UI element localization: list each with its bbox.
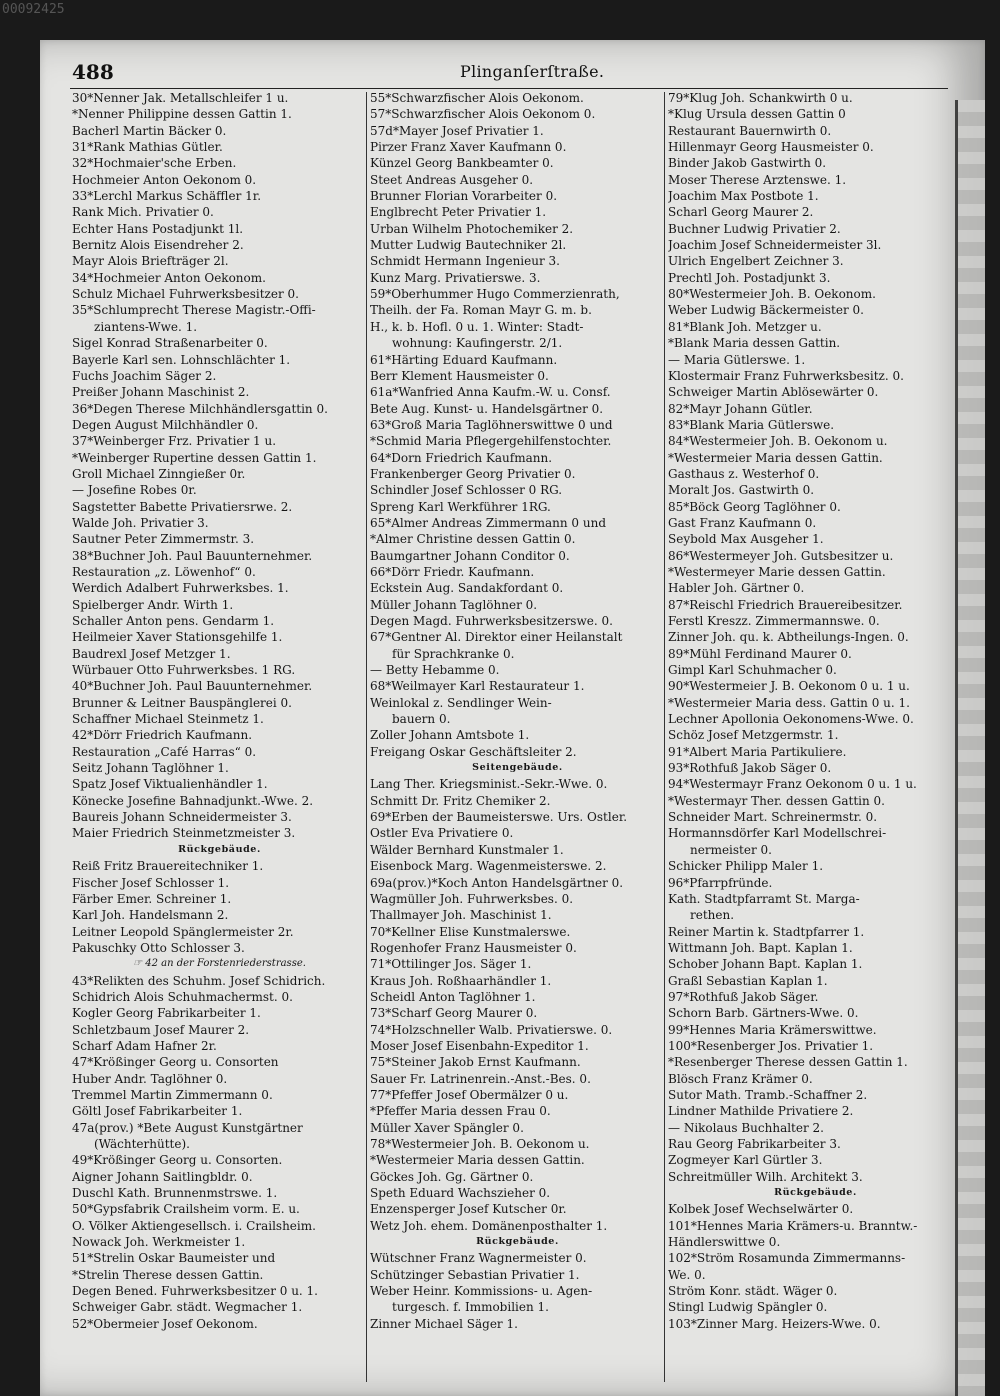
directory-line: Künzel Georg Bankbeamter 0.	[370, 156, 554, 171]
directory-line: Steet Andreas Ausgeher 0.	[370, 172, 534, 187]
directory-line: Göltl Josef Fabrikarbeiter 1.	[72, 1104, 243, 1119]
directory-line: Schützinger Sebastian Privatier 1.	[370, 1267, 580, 1282]
directory-line: Kunz Marg. Privatierswe. 3.	[370, 270, 541, 285]
directory-line: Thallmayer Joh. Maschinist 1.	[370, 908, 552, 923]
directory-line: Bayerle Karl sen. Lohnschlächter 1.	[72, 352, 291, 367]
directory-line: Schmitt Dr. Fritz Chemiker 2.	[370, 793, 551, 808]
directory-line: 89*Mühl Ferdinand Maurer 0.	[668, 646, 852, 661]
directory-line: Moser Josef Eisenbahn-Expeditor 1.	[370, 1038, 589, 1053]
directory-line: nermeister 0.	[690, 842, 772, 857]
directory-line: Wütschner Franz Wagnermeister 0.	[370, 1251, 587, 1266]
directory-line: Schneider Mart. Schreinermstr. 0.	[668, 810, 878, 825]
directory-line: 52*Obermeier Josef Oekonom.	[72, 1316, 258, 1331]
directory-line: Würbauer Otto Fuhrwerksbes. 1 RG.	[72, 663, 296, 678]
directory-line: Schindler Josef Schlosser 0 RG.	[370, 483, 563, 498]
directory-line: Lechner Apollonia Oekonomens-Wwe. 0.	[668, 712, 914, 727]
directory-line: 47*Krößinger Georg u. Consorten	[72, 1055, 279, 1070]
directory-line: Nowack Joh. Werkmeister 1.	[72, 1235, 246, 1250]
directory-line: 83*Blank Maria Gütlerswe.	[668, 417, 835, 432]
directory-line: 81*Blank Joh. Metzger u.	[668, 319, 822, 334]
directory-line: 86*Westermeyer Joh. Gutsbesitzer u.	[668, 548, 894, 563]
directory-line: Scharf Adam Hafner 2r.	[72, 1038, 217, 1053]
directory-line: Weinlokal z. Sendlinger Wein-	[370, 695, 552, 710]
directory-line: Rogenhofer Franz Hausmeister 0.	[370, 940, 577, 955]
directory-line: Hochmeier Anton Oekonom 0.	[72, 172, 257, 187]
directory-line: 47a(prov.) *Bete August Kunstgärtner	[72, 1120, 303, 1135]
directory-line: Eisenbock Marg. Wagenmeisterswe. 2.	[370, 859, 607, 874]
directory-line: Brunner Florian Vorarbeiter 0.	[370, 189, 558, 204]
directory-line: Maier Friedrich Steinmetzmeister 3.	[72, 826, 296, 841]
directory-line: 61*Härting Eduard Kaufmann.	[370, 352, 558, 367]
directory-line: Schletzbaum Josef Maurer 2.	[72, 1022, 250, 1037]
directory-line: Speth Eduard Wachszieher 0.	[370, 1186, 551, 1201]
directory-line: (Wächterhütte).	[94, 1137, 190, 1151]
column-divider-1	[366, 92, 367, 1382]
directory-line: Schober Johann Bapt. Kaplan 1.	[668, 957, 863, 972]
directory-line: Weber Ludwig Bäckermeister 0.	[668, 303, 864, 318]
page-number: 488	[72, 60, 114, 84]
directory-line: Urban Wilhelm Photochemiker 2.	[370, 221, 574, 236]
directory-line: — Maria Gütlerswe. 1.	[668, 352, 806, 367]
column-left	[72, 90, 367, 1332]
directory-line: Schweiger Martin Ablösewärter 0.	[668, 385, 879, 400]
directory-line: 103*Zinner Marg. Heizers-Wwe. 0.	[668, 1316, 881, 1331]
directory-line: Kath. Stadtpfarramt St. Marga-	[668, 891, 860, 906]
directory-line: 65*Almer Andreas Zimmermann 0 und	[370, 515, 607, 530]
directory-line: 77*Pfeffer Josef Obermälzer 0 u.	[370, 1087, 569, 1102]
directory-line: Joachim Josef Schneidermeister 3l.	[668, 238, 882, 253]
directory-line: 33*Lerchl Markus Schäffler 1r.	[72, 189, 262, 204]
directory-line: Graßl Sebastian Kaplan 1.	[668, 973, 828, 988]
directory-line: Habler Joh. Gärtner 0.	[668, 581, 805, 596]
directory-line: Hillenmayr Georg Hausmeister 0.	[668, 140, 874, 155]
directory-line: Ström Konr. städt. Wäger 0.	[668, 1284, 838, 1299]
scan-id-label: 00092425	[2, 2, 65, 17]
directory-line: Wittmann Joh. Bapt. Kaplan 1.	[668, 940, 853, 955]
directory-line: 43*Relikten des Schuhm. Josef Schidrich.	[72, 973, 326, 988]
directory-line: 59*Oberhummer Hugo Commerzienrath,	[370, 287, 620, 302]
directory-line: 100*Resenberger Jos. Privatier 1.	[668, 1038, 874, 1053]
directory-line: 57*Schwarzfischer Alois Oekonom 0.	[370, 107, 596, 122]
directory-line: Restauration „Café Harras“ 0.	[72, 744, 257, 759]
directory-page	[40, 40, 985, 1396]
directory-line: *Westermeyer Marie dessen Gattin.	[668, 564, 886, 579]
directory-line: Echter Hans Postadjunkt 1l.	[72, 221, 244, 236]
directory-line: turgesch. f. Immobilien 1.	[392, 1300, 549, 1315]
directory-line: 70*Kellner Elise Kunstmalerswe.	[370, 924, 571, 939]
directory-line: 57d*Mayer Josef Privatier 1.	[370, 123, 544, 138]
directory-line: Baudrexl Josef Metzger 1.	[72, 646, 231, 661]
directory-line: Fuchs Joachim Säger 2.	[72, 368, 217, 383]
directory-line: 55*Schwarzfischer Alois Oekonom.	[370, 91, 584, 105]
directory-line: 49*Krößinger Georg u. Consorten.	[72, 1153, 283, 1168]
directory-line: 31*Rank Mathias Gütler.	[72, 140, 223, 155]
directory-line: wohnung: Kaufingerstr. 2/1.	[392, 336, 563, 351]
directory-line: ☞ 42 an der Forstenriederstrasse.	[133, 958, 306, 970]
directory-line: Walde Joh. Privatier 3.	[72, 515, 209, 530]
directory-line: *Weinberger Rupertine dessen Gattin 1.	[72, 450, 317, 465]
directory-line: Degen August Milchhändler 0.	[72, 417, 259, 432]
directory-line: 68*Weilmayer Karl Restaurateur 1.	[370, 679, 585, 694]
directory-line: 67*Gentner Al. Direktor einer Heilanstalt	[370, 630, 623, 645]
directory-line: Rückgebäude.	[476, 1236, 559, 1248]
directory-line: 102*Ström Rosamunda Zimmermanns-	[668, 1251, 906, 1266]
directory-line: Könecke Josefine Bahnadjunkt.-Wwe. 2.	[72, 793, 314, 808]
directory-line: 93*Rothfuß Jakob Säger 0.	[668, 761, 832, 776]
directory-line: rethen.	[690, 908, 735, 923]
directory-line: 69*Erben der Baumeisterswe. Urs. Ostler.	[370, 810, 628, 825]
directory-line: Wagmüller Joh. Fuhrwerksbes. 0.	[370, 891, 574, 906]
directory-line: Tremmel Martin Zimmermann 0.	[72, 1087, 273, 1102]
directory-line: Mayr Alois Briefträger 2l.	[72, 254, 229, 269]
directory-line: *Pfeffer Maria dessen Frau 0.	[370, 1104, 551, 1119]
directory-line: Binder Jakob Gastwirth 0.	[668, 156, 827, 171]
directory-line: Wetz Joh. ehem. Domänenposthalter 1.	[370, 1218, 608, 1233]
directory-line: Müller Xaver Spängler 0.	[370, 1120, 524, 1135]
directory-line: Freigang Oskar Geschäftsleiter 2.	[370, 744, 577, 759]
directory-line: *Almer Christine dessen Gattin 0.	[370, 532, 576, 547]
directory-line: 94*Westermayr Franz Oekonom 0 u. 1 u.	[668, 777, 917, 792]
column-divider-2	[664, 92, 665, 1382]
directory-line: Scharl Georg Maurer 2.	[668, 205, 814, 220]
directory-line: Schorn Barb. Gärtners-Wwe. 0.	[668, 1006, 859, 1021]
running-head-street: Plinganſerſtraße.	[460, 62, 605, 81]
directory-line: 69a(prov.)*Koch Anton Handelsgärtner 0.	[370, 875, 624, 890]
directory-line: *Blank Maria dessen Gattin.	[668, 336, 841, 351]
directory-line: Schicker Philipp Maler 1.	[668, 859, 824, 874]
directory-line: — Josefine Robes 0r.	[72, 483, 197, 498]
directory-line: Reiß Fritz Brauereitechniker 1.	[72, 859, 264, 874]
directory-line: 84*Westermeier Joh. B. Oekonom u.	[668, 434, 888, 449]
directory-line: 90*Westermeier J. B. Oekonom 0 u. 1 u.	[668, 679, 910, 694]
directory-line: Lang Ther. Kriegsminist.-Sekr.-Wwe. 0.	[370, 777, 608, 792]
directory-line: — Betty Hebamme 0.	[370, 663, 500, 678]
directory-line: Sagstetter Babette Privatiersrwe. 2.	[72, 499, 293, 514]
directory-line: bauern 0.	[392, 712, 451, 727]
directory-line: Huber Andr. Taglöhner 0.	[72, 1071, 228, 1086]
directory-line: Englbrecht Peter Privatier 1.	[370, 205, 547, 220]
directory-line: Gast Franz Kaufmann 0.	[668, 515, 817, 530]
directory-line: Baumgartner Johann Conditor 0.	[370, 548, 570, 563]
directory-line: *Westermeier Maria dess. Gattin 0 u. 1.	[668, 695, 910, 710]
directory-line: Gimpl Karl Schuhmacher 0.	[668, 663, 837, 678]
directory-line: Baureis Johann Schneidermeister 3.	[72, 810, 292, 825]
directory-line: Pirzer Franz Xaver Kaufmann 0.	[370, 140, 567, 155]
directory-line: Eckstein Aug. Sandakfordant 0.	[370, 581, 564, 596]
directory-line: Stingl Ludwig Spängler 0.	[668, 1300, 828, 1315]
directory-line: Schöz Josef Metzgermstr. 1.	[668, 728, 839, 743]
directory-line: 35*Schlumprecht Therese Magistr.-Offi-	[72, 303, 316, 318]
directory-line: 73*Scharf Georg Maurer 0.	[370, 1006, 538, 1021]
directory-line: Hormannsdörfer Karl Modellschrei-	[668, 826, 887, 841]
directory-line: Bernitz Alois Eisendreher 2.	[72, 238, 244, 253]
directory-line: Gasthaus z. Westerhof 0.	[668, 466, 820, 481]
directory-line: *Strelin Therese dessen Gattin.	[72, 1267, 264, 1282]
directory-line: *Schmid Maria Pflegergehilfenstochter.	[370, 434, 612, 449]
directory-line: Theilh. der Fa. Roman Mayr G. m. b.	[370, 303, 592, 318]
directory-line: 42*Dörr Friedrich Kaufmann.	[72, 728, 253, 743]
directory-line: *Nenner Philippine dessen Gattin 1.	[72, 107, 292, 122]
directory-line: 75*Steiner Jakob Ernst Kaufmann.	[370, 1055, 581, 1070]
directory-line: Händlerswittwe 0.	[668, 1235, 781, 1250]
directory-line: 99*Hennes Maria Krämerswittwe.	[668, 1022, 877, 1037]
directory-line: Schulz Michael Fuhrwerksbesitzer 0.	[72, 287, 299, 302]
directory-line: Heilmeier Xaver Stationsgehilfe 1.	[72, 630, 283, 645]
directory-line: Mutter Ludwig Bautechniker 2l.	[370, 238, 567, 253]
directory-line: Sutor Math. Tramb.-Schaffner 2.	[668, 1087, 868, 1102]
next-page-edge	[955, 100, 985, 1396]
directory-line: 82*Mayr Johann Gütler.	[668, 401, 813, 416]
directory-line: *Klug Ursula dessen Gattin 0	[668, 107, 846, 122]
column-middle	[370, 90, 665, 1332]
directory-line: Joachim Max Postbote 1.	[668, 189, 819, 204]
directory-line: Göckes Joh. Gg. Gärtner 0.	[370, 1169, 534, 1184]
directory-line: Zogmeyer Karl Gürtler 3.	[668, 1153, 823, 1168]
directory-line: Schaller Anton pens. Gendarm 1.	[72, 614, 275, 628]
directory-line: 97*Rothfuß Jakob Säger.	[668, 989, 819, 1004]
directory-line: 36*Degen Therese Milchhändlersgattin 0.	[72, 401, 328, 416]
directory-line: Rückgebäude.	[774, 1187, 857, 1199]
directory-line: Preißer Johann Maschinist 2.	[72, 385, 250, 400]
directory-line: Frankenberger Georg Privatier 0.	[370, 466, 576, 481]
directory-line: Sigel Konrad Straßenarbeiter 0.	[72, 336, 268, 351]
directory-line: 85*Böck Georg Taglöhner 0.	[668, 499, 841, 514]
directory-line: 64*Dorn Friedrich Kaufmann.	[370, 450, 553, 465]
directory-line: Zinner Joh. qu. k. Abtheilungs-Ingen. 0.	[668, 630, 909, 645]
directory-line: Spatz Josef Viktualienhändler 1.	[72, 777, 268, 792]
directory-line: Restauration „z. Löwenhof“ 0.	[72, 564, 256, 579]
directory-line: 101*Hennes Maria Krämers-u. Branntw.-	[668, 1218, 918, 1233]
directory-line: 91*Albert Maria Partikuliere.	[668, 744, 847, 759]
directory-line: Wälder Bernhard Kunstmaler 1.	[370, 842, 564, 857]
directory-line: We. 0.	[668, 1267, 706, 1282]
directory-line: *Resenberger Therese dessen Gattin 1.	[668, 1055, 908, 1070]
directory-line: Buchner Ludwig Privatier 2.	[668, 221, 841, 236]
directory-line: Zoller Johann Amtsbote 1.	[370, 728, 530, 743]
directory-line: Ostler Eva Privatiere 0.	[370, 826, 514, 841]
directory-line: 79*Klug Joh. Schankwirth 0 u.	[668, 91, 853, 105]
directory-line: Pakuschky Otto Schlosser 3.	[72, 940, 245, 955]
directory-line: Ulrich Engelbert Zeichner 3.	[668, 254, 844, 269]
directory-line: 87*Reischl Friedrich Brauereibesitzer.	[668, 597, 903, 612]
directory-line: Spreng Karl Werkführer 1RG.	[370, 499, 551, 514]
directory-line: Reiner Martin k. Stadtpfarrer 1.	[668, 924, 865, 939]
directory-line: Blösch Franz Krämer 0.	[668, 1071, 813, 1086]
directory-line: Brunner & Leitner Bauspänglerei 0.	[72, 695, 292, 710]
directory-line: Kogler Georg Fabrikarbeiter 1.	[72, 1006, 261, 1021]
directory-line: Rank Mich. Privatier 0.	[72, 205, 214, 220]
directory-line: 80*Westermeier Joh. B. Oekonom.	[668, 287, 876, 302]
directory-line: Färber Emer. Schreiner 1.	[72, 891, 232, 906]
directory-line: Fischer Josef Schlosser 1.	[72, 875, 230, 890]
directory-line: Berr Klement Hausmeister 0.	[370, 368, 549, 383]
directory-line: 32*Hochmaier'sche Erben.	[72, 156, 237, 171]
directory-line: 78*Westermeier Joh. B. Oekonom u.	[370, 1137, 590, 1151]
directory-line: Degen Magd. Fuhrwerksbesitzerswe. 0.	[370, 614, 613, 628]
directory-line: Duschl Kath. Brunnenmstrswe. 1.	[72, 1186, 278, 1201]
directory-line: Moser Therese Arztenswe. 1.	[668, 172, 847, 187]
directory-line: 38*Buchner Joh. Paul Bauunternehmer.	[72, 548, 313, 563]
directory-line: Schmidt Hermann Ingenieur 3.	[370, 254, 560, 269]
directory-line: Zinner Michael Säger 1.	[370, 1316, 518, 1331]
directory-line: Kraus Joh. Roßhaarhändler 1.	[370, 973, 552, 988]
directory-line: Rückgebäude.	[178, 843, 261, 855]
directory-line: — Nikolaus Buchhalter 2.	[668, 1120, 824, 1135]
directory-line: *Westermayr Ther. dessen Gattin 0.	[668, 793, 885, 808]
directory-line: Seitengebäude.	[472, 762, 563, 774]
directory-line: 40*Buchner Joh. Paul Bauunternehmer.	[72, 679, 313, 694]
directory-line: Restaurant Bauernwirth 0.	[668, 123, 832, 138]
directory-line: *Westermeier Maria dessen Gattin.	[370, 1153, 585, 1168]
directory-line: Bacherl Martin Bäcker 0.	[72, 123, 227, 138]
directory-line: Enzensperger Josef Kutscher 0r.	[370, 1202, 567, 1217]
directory-line: 66*Dörr Friedr. Kaufmann.	[370, 564, 535, 579]
directory-line: O. Völker Aktiengesellsch. i. Crailsheim.	[72, 1218, 316, 1233]
directory-line: Ferstl Kreszz. Zimmermannswe. 0.	[668, 614, 880, 628]
column-right	[668, 90, 963, 1332]
directory-line: Seitz Johann Taglöhner 1.	[72, 761, 229, 776]
directory-line: 96*Pfarrpfründe.	[668, 875, 773, 890]
directory-line: H., k. b. Hofl. 0 u. 1. Winter: Stadt-	[370, 319, 584, 334]
directory-line: für Sprachkranke 0.	[392, 646, 515, 661]
header-rule	[70, 88, 948, 89]
directory-line: 34*Hochmeier Anton Oekonom.	[72, 270, 266, 285]
directory-line: Rau Georg Fabrikarbeiter 3.	[668, 1137, 841, 1151]
directory-line: *Westermeier Maria dessen Gattin.	[668, 450, 883, 465]
directory-line: Moralt Jos. Gastwirth 0.	[668, 483, 815, 498]
directory-line: Kolbek Josef Wechselwärter 0.	[668, 1202, 854, 1217]
directory-line: 51*Strelin Oskar Baumeister und	[72, 1251, 276, 1266]
directory-line: Prechtl Joh. Postadjunkt 3.	[668, 270, 831, 285]
directory-line: Sauer Fr. Latrinenrein.-Anst.-Bes. 0.	[370, 1071, 591, 1086]
directory-line: Schreitmüller Wilh. Architekt 3.	[668, 1169, 863, 1184]
directory-line: Aigner Johann Saitlingbldr. 0.	[72, 1169, 253, 1184]
directory-line: Klostermair Franz Fuhrwerksbesitz. 0.	[668, 368, 904, 383]
directory-line: Bete Aug. Kunst- u. Handelsgärtner 0.	[370, 401, 604, 416]
directory-line: Scheidl Anton Taglöhner 1.	[370, 989, 536, 1004]
directory-line: 37*Weinberger Frz. Privatier 1 u.	[72, 434, 277, 449]
directory-line: Seybold Max Ausgeher 1.	[668, 532, 824, 547]
directory-line: ziantens-Wwe. 1.	[94, 319, 198, 334]
directory-line: Karl Joh. Handelsmann 2.	[72, 908, 229, 923]
directory-line: Schidrich Alois Schuhmachermst. 0.	[72, 989, 293, 1004]
directory-line: 61a*Wanfried Anna Kaufm.-W. u. Consf.	[370, 385, 611, 400]
directory-line: Sautner Peter Zimmermstr. 3.	[72, 532, 255, 547]
directory-line: Degen Bened. Fuhrwerksbesitzer 0 u. 1.	[72, 1284, 318, 1299]
directory-line: 71*Ottilinger Jos. Säger 1.	[370, 957, 532, 972]
directory-line: Groll Michael Zinngießer 0r.	[72, 466, 246, 481]
directory-line: Schweiger Gabr. städt. Wegmacher 1.	[72, 1300, 303, 1315]
directory-line: Weber Heinr. Kommissions- u. Agen-	[370, 1284, 593, 1299]
directory-line: 50*Gypsfabrik Crailsheim vorm. E. u.	[72, 1202, 300, 1217]
directory-line: 63*Groß Maria Taglöhnerswittwe 0 und	[370, 417, 613, 432]
directory-line: Schaffner Michael Steinmetz 1.	[72, 712, 264, 727]
directory-line: Müller Johann Taglöhner 0.	[370, 597, 538, 612]
directory-line: Werdich Adalbert Fuhrwerksbes. 1.	[72, 581, 289, 596]
directory-line: 30*Nenner Jak. Metallschleifer 1 u.	[72, 91, 289, 105]
directory-line: 74*Holzschneller Walb. Privatierswe. 0.	[370, 1022, 613, 1037]
directory-line: Leitner Leopold Spänglermeister 2r.	[72, 924, 294, 939]
directory-line: Spielberger Andr. Wirth 1.	[72, 597, 234, 612]
directory-line: Lindner Mathilde Privatiere 2.	[668, 1104, 854, 1119]
